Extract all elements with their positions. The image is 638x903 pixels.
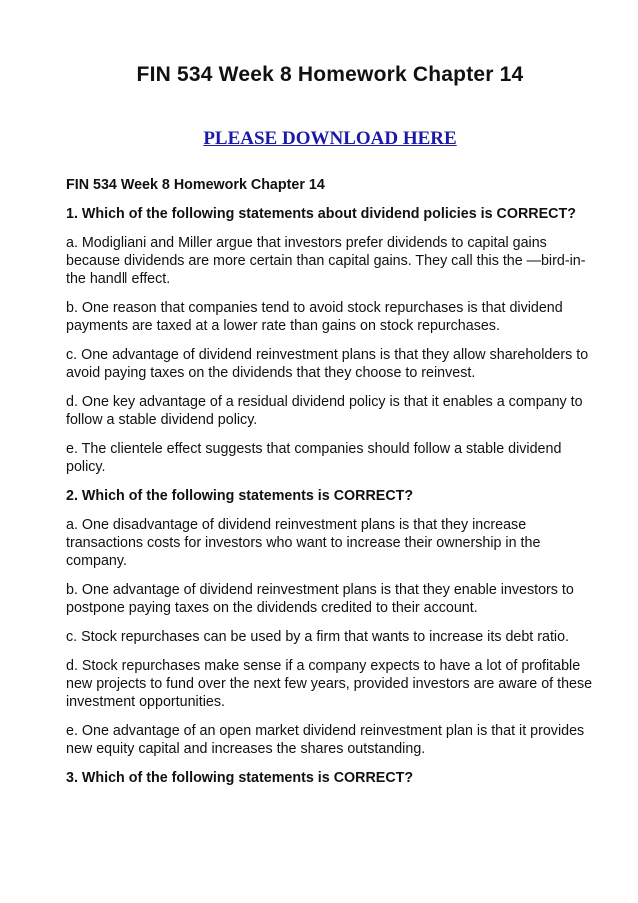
question-1-option-e: e. The clientele effect suggests that companies should follow a stable dividend policy. bbox=[66, 441, 562, 475]
document-body bbox=[66, 176, 594, 787]
question-2-option-e: e. One advantage of an open market dividend reinvestment plan is that it provides new equity capital and increases the shares outstanding. bbox=[66, 723, 585, 757]
question-2-option-d: d. Stock repurchases make sense if a company expects to have a lot of profitable new projects to fund over the next few years, provided investors are aware of these investment opportunities. bbox=[66, 658, 593, 710]
question-2-option-b: b. One advantage of dividend reinvestment plans is that they enable investors to postpone paying taxes on the dividends credited to their account. bbox=[66, 582, 574, 616]
question-3: 3. Which of the following statements is CORRECT? bbox=[66, 770, 414, 786]
question-1: 1. Which of the following statements about dividend policies is CORRECT? bbox=[66, 206, 576, 222]
download-link[interactable]: PLEASE DOWNLOAD HERE bbox=[203, 128, 457, 149]
question-1-option-c: c. One advantage of dividend reinvestment plans is that they allow shareholders to avoid paying taxes on the dividends that they choose to reinvest. bbox=[66, 347, 589, 381]
question-2: 2. Which of the following statements is CORRECT? bbox=[66, 488, 414, 504]
document-subtitle: FIN 534 Week 8 Homework Chapter 14 bbox=[66, 177, 325, 193]
question-1-option-b: b. One reason that companies tend to avoid stock repurchases is that dividend payments are taxed at a lower rate than gains on stock repurchases. bbox=[66, 300, 563, 334]
question-1-option-d: d. One key advantage of a residual dividend policy is that it enables a company to follow a stable dividend policy. bbox=[66, 394, 583, 428]
document-title: FIN 534 Week 8 Homework Chapter 14 bbox=[136, 63, 524, 86]
question-2-option-c: c. Stock repurchases can be used by a firm that wants to increase its debt ratio. bbox=[66, 629, 570, 645]
question-1-option-a: a. Modigliani and Miller argue that investors prefer dividends to capital gains because dividends are more certain than capital gains. They call this the —bird-in-the hand‖ effect. bbox=[66, 235, 586, 287]
question-2-option-a: a. One disadvantage of dividend reinvestment plans is that they increase transactions costs for investors who want to increase their ownership in the company. bbox=[66, 517, 541, 569]
